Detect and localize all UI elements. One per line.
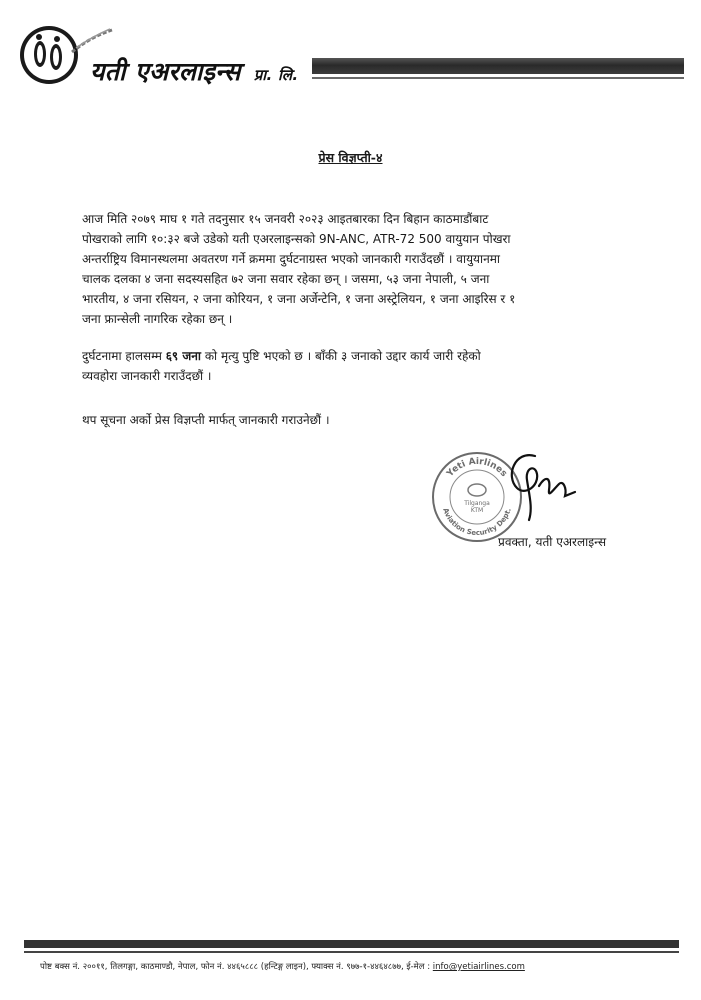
stamp-center-text: Tilganga <box>464 500 490 507</box>
paragraph-3: थप सूचना अर्को प्रेस विज्ञप्ती मार्फत् जानकारी गराउनेछौं । <box>82 413 330 427</box>
footer-rule <box>24 940 679 948</box>
company-suffix: प्रा. लि. <box>253 66 299 84</box>
company-name <box>90 54 298 88</box>
stamp-bottom-text: Aviation Security Dept. <box>441 507 513 538</box>
paragraph-2 <box>82 346 637 386</box>
stamp-top-text: Yeti Airlines <box>445 456 509 480</box>
company-name-text: यती एअरलाइन्स <box>90 57 241 86</box>
footer-contact <box>40 961 680 972</box>
signature <box>495 446 580 526</box>
footer-address: पोष्ट बक्स नं. २००११, तिलगङ्गा, काठमाण्डौ, नेपाल, फोन नं. ४४६५८८८ (हन्टिङ्ग लाइन), फ्याक्स नं. ९७७-१-४४६४८७७, ई-मेल : <box>40 962 431 972</box>
stamp-center-sub: KTM <box>470 507 484 514</box>
header-rule <box>312 58 684 74</box>
paragraph-1-line: जना फ्रान्सेली नागरिक रहेका छन् । <box>82 312 233 326</box>
header-rule-thin <box>312 77 684 79</box>
paragraph-1-line: पोखराको लागि १०:३२ बजे उडेको यती एअरलाइन्सको 9N-ANC, ATR-72 500 वायुयान पोखरा <box>82 232 511 246</box>
paragraph-2-after: को मृत्यु पुष्टि भएको छ । बाँकी ३ जनाको उद्दार कार्य जारी रहेको <box>201 349 481 363</box>
footer-email-link[interactable]: info@yetiairlines.com <box>432 962 525 972</box>
paragraph-1-line: भारतीय, ४ जना रसियन, २ जना कोरियन, १ जना अर्जेन्टेनि, १ जना अस्ट्रेलियन, १ जना आइरिस र १ <box>82 292 516 306</box>
paragraph-2-line: व्यवहोरा जानकारी गराउँदछौं । <box>82 369 212 383</box>
footer-rule-thin <box>24 951 679 953</box>
logo-swoosh <box>70 26 114 54</box>
paragraph-2-line <box>82 346 637 366</box>
paragraph-2-before: दुर्घटनामा हालसम्म <box>82 349 166 363</box>
paragraph-1-line: अन्तर्राष्ट्रिय विमानस्थलमा अवतरण गर्ने क्रममा दुर्घटनाग्रस्त भएको जानकारी गराउँदछौं । वायुयानमा <box>82 252 501 266</box>
paragraph-1-line: आज मिति २०७९ माघ १ गते तदनुसार १५ जनवरी २०२३ आइतबारका दिन बिहान काठमाडौंबाट <box>82 212 489 226</box>
paragraph-1 <box>82 209 637 329</box>
signatory: प्रवक्ता, यती एअरलाइन्स <box>498 535 607 549</box>
paragraph-1-line: चालक दलका ४ जना सदस्यसहित ७२ जना सवार रहेका छन् । जसमा, ५३ जना नेपाली, ५ जना <box>82 272 490 286</box>
death-count: ६९ जना <box>165 349 202 363</box>
page-title: प्रेस विज्ञप्ती-४ <box>318 150 383 165</box>
